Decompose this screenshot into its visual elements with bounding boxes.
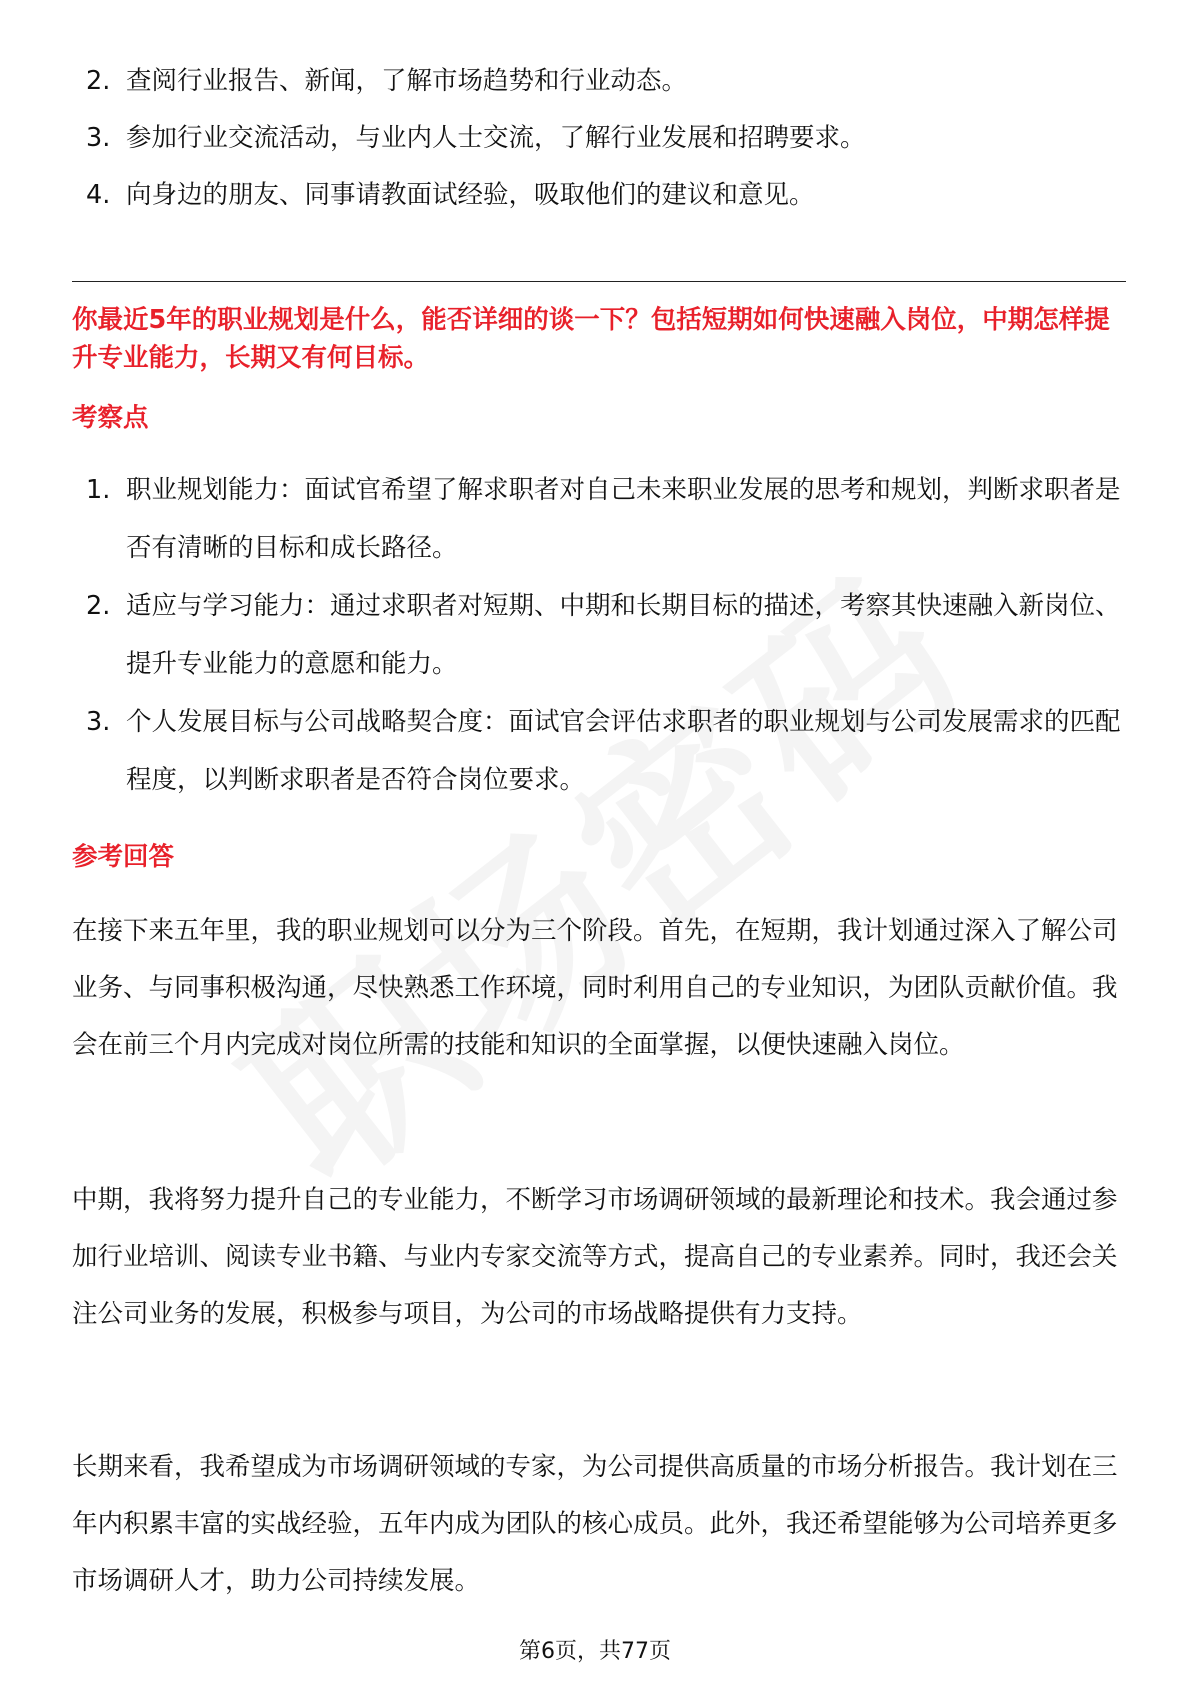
list-number: 3. — [86, 123, 111, 153]
answer-paragraph: 中期，我将努力提升自己的专业能力，不断学习市场调研领域的最新理论和技术。我会通过参加行业培训、阅读专业书籍、与业内专家交流等方式，提高自己的专业素养。同时，我还会关注公司业务的发展，积极参与项目，为公司的市场战略提供有力支持。 — [72, 1185, 1118, 1329]
list-item — [72, 53, 866, 110]
list-text: 适应与学习能力：通过求职者对短期、中期和长期目标的描述，考察其快速融入新岗位、提升专业能力的意愿和能力。 — [126, 591, 1121, 679]
list-item — [72, 693, 1126, 809]
list-text: 参加行业交流活动，与业内人士交流，了解行业发展和招聘要求。 — [126, 123, 866, 153]
list-text: 职业规划能力：面试官希望了解求职者对自己未来职业发展的思考和规划，判断求职者是否有清晰的目标和成长路径。 — [126, 475, 1121, 563]
continued-list — [72, 53, 866, 224]
list-number: 2. — [86, 591, 111, 621]
list-text: 查阅行业报告、新闻，了解市场趋势和行业动态。 — [126, 66, 688, 96]
section-divider — [72, 281, 1126, 282]
list-text: 向身边的朋友、同事请教面试经验，吸取他们的建议和意见。 — [126, 180, 815, 210]
list-item — [72, 110, 866, 167]
list-number: 2. — [86, 66, 111, 96]
reference-answer-heading: 参考回答 — [72, 842, 175, 872]
list-item — [72, 577, 1126, 693]
list-item — [72, 167, 866, 224]
answer-paragraph: 长期来看，我希望成为市场调研领域的专家，为公司提供高质量的市场分析报告。我计划在三年内积累丰富的实战经验，五年内成为团队的核心成员。此外，我还希望能够为公司培养更多市场调研人才，助力公司持续发展。 — [72, 1452, 1118, 1596]
list-item — [72, 461, 1126, 577]
list-text: 个人发展目标与公司战略契合度：面试官会评估求职者的职业规划与公司发展需求的匹配程度，以判断求职者是否符合岗位要求。 — [126, 707, 1121, 795]
list-number: 3. — [86, 707, 111, 737]
list-number: 4. — [86, 180, 111, 210]
list-number: 1. — [86, 475, 111, 505]
key-points-list — [72, 461, 1126, 809]
page-footer: 第6页，共77页 — [519, 1639, 671, 1664]
answer-paragraph: 在接下来五年里，我的职业规划可以分为三个阶段。首先，在短期，我计划通过深入了解公司业务、与同事积极沟通，尽快熟悉工作环境，同时利用自己的专业知识，为团队贡献价值。我会在前三个月内完成对岗位所需的技能和知识的全面掌握，以便快速融入岗位。 — [72, 916, 1118, 1060]
interview-question: 你最近5年的职业规划是什么，能否详细的谈一下？包括短期如何快速融入岗位，中期怎样提升专业能力，长期又有何目标。 — [72, 305, 1110, 373]
key-points-heading: 考察点 — [72, 403, 149, 433]
